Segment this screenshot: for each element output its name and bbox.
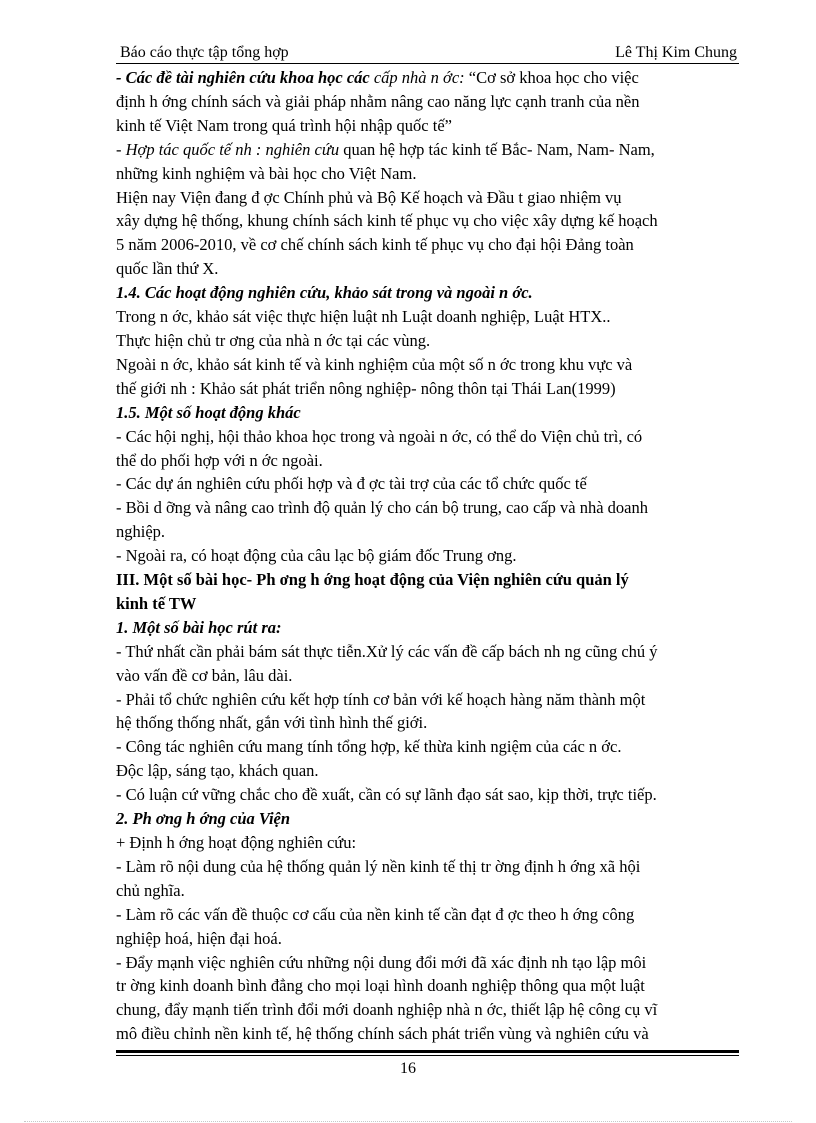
page-header xyxy=(116,44,739,64)
text-segment: thể do phối hợp với n ớc ngoài. xyxy=(116,450,323,470)
header-author: Lê Thị Kim Chung xyxy=(615,44,737,61)
text-line xyxy=(116,783,739,807)
text-line xyxy=(116,735,739,759)
text-line xyxy=(116,568,739,592)
text-segment: 1.4. Các hoạt động nghiên cứu, khảo sát trong và ngoài n ớc. xyxy=(116,283,533,303)
text-segment: Ngoài n ớc, khảo sát kinh tế và kinh nghiệm của một số n ớc trong khu vực và xyxy=(116,354,633,374)
text-line xyxy=(116,281,739,305)
text-line xyxy=(116,807,739,831)
text-line xyxy=(116,353,739,377)
text-segment: - Các dự án nghiên cứu phối hợp và đ ợc tài trợ của các tổ chức quốc tế xyxy=(116,474,587,494)
footer-rule-thin xyxy=(116,1055,739,1056)
text-segment: những kinh nghiệm và bài học cho Việt Nam. xyxy=(116,163,417,183)
text-segment: Trong n ớc, khảo sát việc thực hiện luật nh Luật doanh nghiệp, Luật HTX.. xyxy=(116,307,611,327)
text-line xyxy=(116,425,739,449)
text-segment: cấp nhà n ớc: xyxy=(373,68,465,87)
text-line xyxy=(116,616,739,640)
text-line xyxy=(116,855,739,879)
text-segment: quan hệ hợp tác kinh tế Bắc- Nam, Nam- Nam, xyxy=(339,139,655,159)
text-segment: - Ngoài ra, có hoạt động của câu lạc bộ giám đốc Trung ơng. xyxy=(116,546,517,566)
body-text xyxy=(116,66,739,1046)
text-segment: Hiện nay Viện đang đ ợc Chính phủ và Bộ Kế hoạch và Đầu t giao nhiệm vụ xyxy=(116,187,622,207)
text-line xyxy=(116,257,739,281)
text-segment: - Các đề tài nghiên cứu khoa học các xyxy=(116,68,374,87)
text-line xyxy=(116,449,739,473)
text-line xyxy=(116,472,739,496)
text-line xyxy=(116,90,739,114)
text-segment: - Thứ nhất cần phải bám sát thực tiễn.Xử lý các vấn đề cấp bách nh ng cũng chú ý xyxy=(116,641,658,661)
text-segment: + Định h ớng hoạt động nghiên cứu: xyxy=(116,833,357,852)
text-line xyxy=(116,401,739,425)
text-segment: - Các hội nghị, hội thảo khoa học trong và ngoài n ớc, có thể do Viện chủ trì, có xyxy=(116,426,643,446)
text-line xyxy=(116,903,739,927)
text-line xyxy=(116,711,739,735)
page-boundary xyxy=(24,1121,792,1122)
text-segment: - Làm rõ các vấn đề thuộc cơ cấu của nền kinh tế cần đạt đ ợc theo h ớng công xyxy=(116,904,635,924)
text-segment: quốc lần thứ X. xyxy=(116,259,219,279)
text-segment: III. Một số bài học- Ph ơng h ớng hoạt động của Viện nghiên cứu quản lý xyxy=(116,570,629,590)
text-segment: 2. Ph ơng h ớng của Viện xyxy=(116,809,291,829)
text-segment: nghiệp. xyxy=(116,522,166,542)
footer-rule xyxy=(116,1050,739,1053)
document-page xyxy=(116,44,739,1046)
text-line xyxy=(116,544,739,568)
text-line xyxy=(116,496,739,520)
text-segment: 1.5. Một số hoạt động khác xyxy=(116,402,301,422)
text-segment: - Hợp tác quốc tế nh : nghiên cứu xyxy=(116,139,340,159)
text-segment: kinh tế TW xyxy=(116,593,197,613)
text-line xyxy=(116,66,739,90)
text-segment: xây dựng hệ thống, khung chính sách kinh tế phục vụ cho việc xây dựng kế hoạch xyxy=(116,211,658,231)
text-segment: mô điều chỉnh nền kinh tế, hệ thống chính sách phát triển vùng và nghiên cứu và xyxy=(116,1024,649,1044)
text-line xyxy=(116,377,739,401)
text-line xyxy=(116,974,739,998)
text-line xyxy=(116,1022,739,1046)
text-segment: - Công tác nghiên cứu mang tính tổng hợp, kế thừa kinh ngiệm của các n ớc. xyxy=(116,737,622,757)
text-line xyxy=(116,688,739,712)
text-segment: Thực hiện chủ tr ơng của nhà n ớc tại các vùng. xyxy=(116,330,431,350)
text-line xyxy=(116,138,739,162)
text-line xyxy=(116,640,739,664)
text-line xyxy=(116,329,739,353)
text-segment: 5 năm 2006-2010, về cơ chế chính sách kinh tế phục vụ cho đại hội Đảng toàn xyxy=(116,235,634,255)
text-line xyxy=(116,209,739,233)
text-segment: - Đẩy mạnh việc nghiên cứu những nội dung đổi mới đã xác định nh tạo lập môi xyxy=(116,952,647,972)
text-segment: chung, đẩy mạnh tiến trình đổi mới doanh nghiệp nhà n ớc, thiết lập hệ công cụ vĩ xyxy=(116,1000,658,1020)
text-line xyxy=(116,927,739,951)
text-segment: “Cơ sở khoa học cho việc xyxy=(464,68,639,87)
text-segment: - Có luận cứ vững chắc cho đề xuất, cần có sự lãnh đạo sát sao, kịp thời, trực tiếp. xyxy=(116,785,657,805)
text-line xyxy=(116,664,739,688)
text-line xyxy=(116,998,739,1022)
text-segment: nghiệp hoá, hiện đại hoá. xyxy=(116,928,282,948)
text-segment: - Bồi d ỡng và nâng cao trình độ quản lý cho cán bộ trung, cao cấp và nhà doanh xyxy=(116,498,648,518)
text-segment: - Làm rõ nội dung của hệ thống quản lý nền kinh tế thị tr ờng định h ớng xã hội xyxy=(116,856,641,876)
text-segment: tr ờng kinh doanh bình đẳng cho mọi loại hình doanh nghiệp thông qua một luật xyxy=(116,976,645,996)
text-segment: thế giới nh : Khảo sát phát triển nông nghiệp- nông thôn tại Thái Lan(1999) xyxy=(116,378,616,398)
text-segment: kinh tế Việt Nam trong quá trình hội nhập quốc tế” xyxy=(116,115,452,135)
text-line xyxy=(116,305,739,329)
text-segment: chủ nghĩa. xyxy=(116,880,185,900)
text-segment: định h ớng chính sách và giải pháp nhằm nâng cao năng lực cạnh tranh của nền xyxy=(116,91,640,111)
text-segment: vào vấn đề cơ bản, lâu dài. xyxy=(116,665,293,685)
text-segment: Độc lập, sáng tạo, khách quan. xyxy=(116,761,319,781)
text-line xyxy=(116,879,739,903)
text-line xyxy=(116,831,739,855)
text-line xyxy=(116,520,739,544)
text-segment: hệ thống thống nhất, gắn với tình hình thế giới. xyxy=(116,713,428,733)
text-segment: 1. Một số bài học rút ra: xyxy=(116,617,282,637)
text-line xyxy=(116,162,739,186)
text-line xyxy=(116,592,739,616)
text-line xyxy=(116,951,739,975)
text-line xyxy=(116,759,739,783)
header-title: Báo cáo thực tập tổng hợp xyxy=(120,44,289,61)
text-line xyxy=(116,233,739,257)
text-segment: - Phải tổ chức nghiên cứu kết hợp tính cơ bản với kế hoạch hàng năm thành một xyxy=(116,689,646,709)
page-number: 16 xyxy=(400,1060,416,1077)
text-line xyxy=(116,186,739,210)
text-line xyxy=(116,114,739,138)
